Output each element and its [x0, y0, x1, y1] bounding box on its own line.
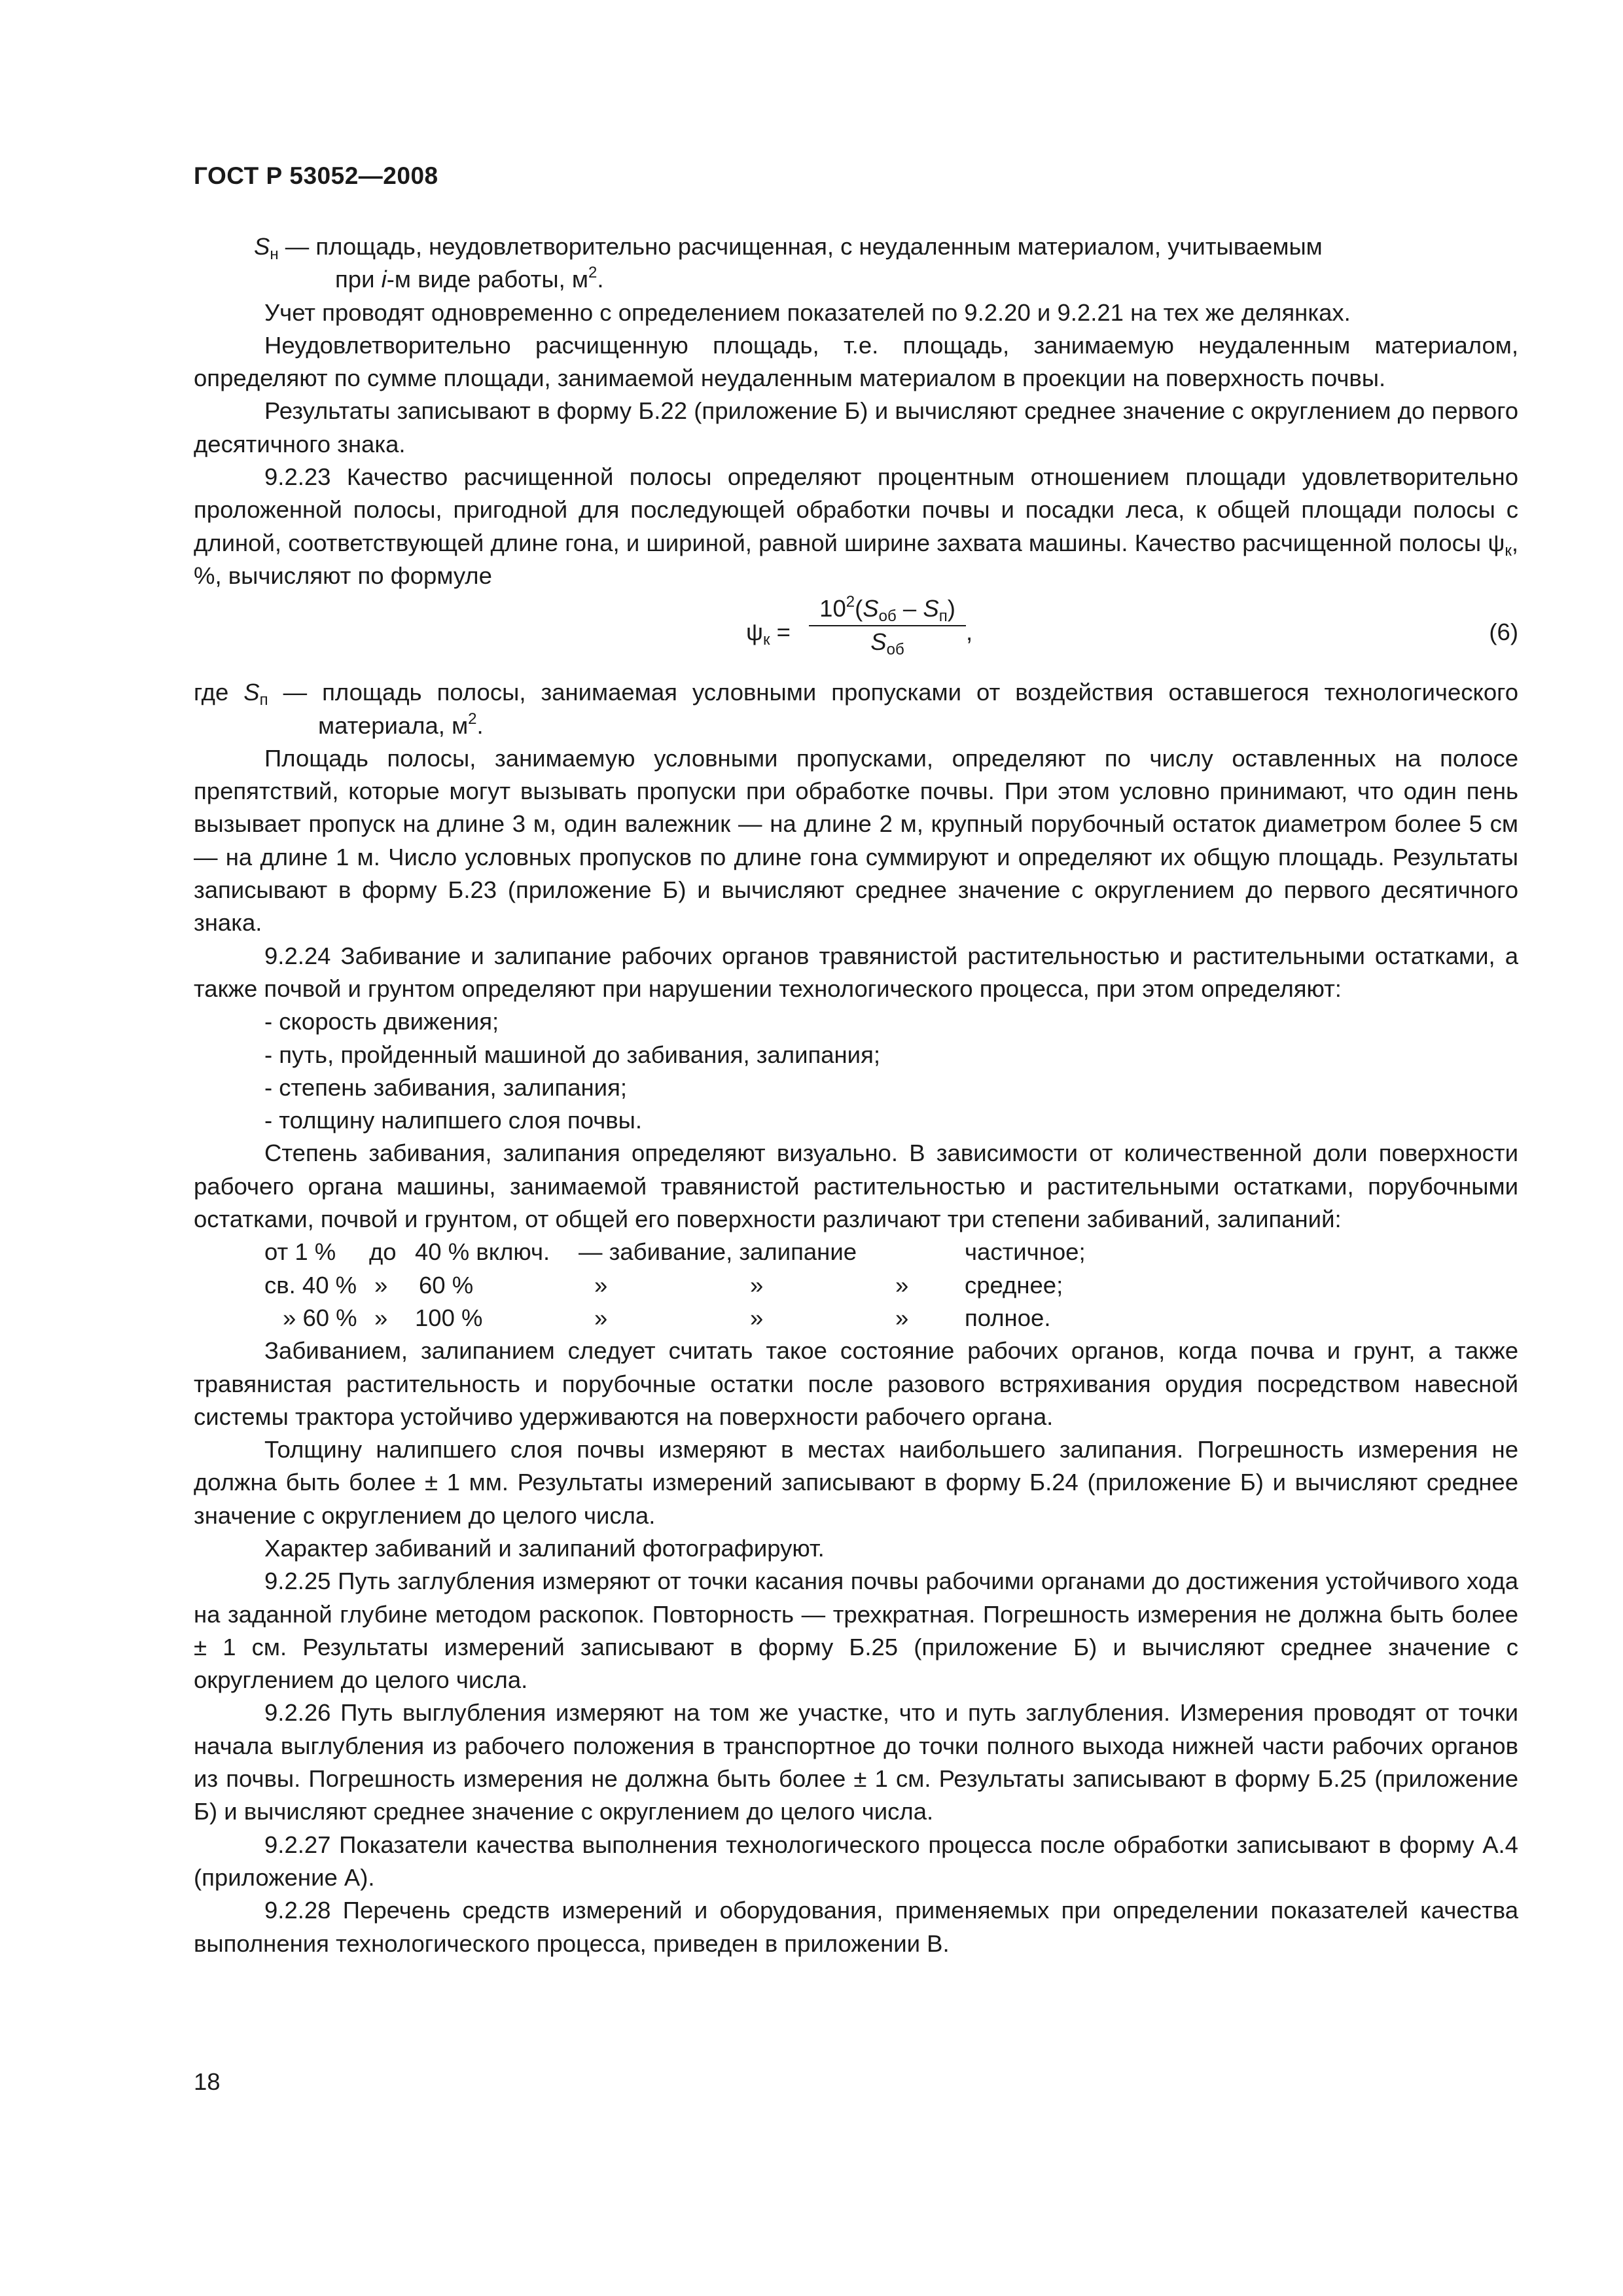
den-sub: об: [886, 641, 904, 659]
num-s-ob-sub: об: [878, 607, 897, 626]
degree-cell: св. 40 %: [264, 1271, 357, 1299]
degree-cell: »: [750, 1304, 764, 1331]
num-ten: 10: [819, 595, 846, 622]
where-pre: где: [194, 679, 244, 706]
formula-lhs: [746, 616, 791, 649]
formula-number: (6): [1489, 619, 1518, 646]
degree-cell: 60 %: [419, 1271, 474, 1299]
paragraph-thickness: Толщину налипшего слоя почвы измеряют в местах наибольшего залипания. Погрешность измерения не должна быть более ± 1 мм. Результаты измерений записывают в форму Б.24 (приложение Б) и вычисляют среднее значение с округлением до целого числа.: [194, 1436, 1518, 1529]
list-item: - толщину налипшего слоя почвы.: [264, 1107, 643, 1134]
num-minus: –: [896, 595, 923, 622]
num-s-ob: S: [863, 595, 879, 622]
degree-cell: »: [374, 1304, 388, 1331]
num-s-p: S: [923, 595, 939, 622]
section-9-2-23-text-end: , %, вычисляют по формуле: [194, 529, 1518, 589]
table-row: [264, 1269, 1086, 1302]
degree-cell: полное.: [965, 1304, 1051, 1331]
section-9-2-23: [194, 461, 1518, 592]
paragraph-skips: Площадь полосы, занимаемую условными пропусками, определяют по числу оставленных на полосе препятствий, которые могут вызывать пропуски при обработке почвы. При этом условно принимают, что один пень вызывает пропуск на длине 3 м, один валежник — на длине 2 м, крупный порубочный остаток диаметром более 5 см — на длине 1 м. Число условных пропусков по длине гона суммируют и определяют их общую площадь. Результаты записывают в форму Б.23 (приложение Б) и вычисляют среднее значение с округлением до первого десятичного знака.: [194, 744, 1518, 937]
num-close-paren: ): [947, 595, 955, 622]
document-header: ГОСТ Р 53052—2008: [194, 162, 438, 189]
degree-cell: среднее;: [965, 1271, 1063, 1299]
formula-comma: ,: [966, 619, 973, 646]
table-row: [264, 1236, 1086, 1268]
paragraph-accounting: Учет проводят одновременно с определением показателей по 9.2.20 и 9.2.21 на тех же делянках.: [264, 298, 1351, 326]
formula-equals: =: [770, 619, 791, 646]
num-s-p-sub: п: [938, 607, 948, 626]
formula-psi: ψ: [746, 619, 764, 646]
paragraph-degree: Степень забивания, залипания определяют визуально. В зависимости от количественной доли поверхности рабочего органа машины, занимаемой травянистой растительностью и растительными остатками, порубочными остатками, почвой и грунтом, от общей его поверхности различают три степени забиваний, залипаний:: [194, 1139, 1518, 1233]
degree-cell: »: [594, 1304, 608, 1331]
list-item: - степень забивания, залипания;: [264, 1073, 627, 1101]
document-body: [194, 230, 1518, 1960]
section-9-2-24: 9.2.24 Забивание и залипание рабочих органов травянистой растительностью и растительными остатками, а также почвой и грунтом определяют при нарушении технологического процесса, при этом определяют:: [194, 942, 1518, 1002]
where-end: .: [476, 711, 484, 739]
section-9-2-27: 9.2.27 Показатели качества выполнения технологического процесса после обработки записывают в форму А.4 (приложение А).: [194, 1831, 1518, 1891]
psi-subscript: к: [1505, 541, 1512, 560]
degree-cell: до: [369, 1238, 397, 1266]
sn-symbol: S: [254, 233, 270, 260]
where-s: S: [243, 679, 260, 706]
where-text: — площадь полосы, занимаемая условными пропусками от воздействия оставшегося технологического материала, м: [268, 679, 1518, 739]
formula-psi-sub: к: [763, 631, 770, 649]
list-item: - скорость движения;: [264, 1008, 499, 1035]
paragraph-photo: Характер забиваний и залипаний фотографируют.: [264, 1534, 825, 1562]
degree-cell: частичное;: [965, 1238, 1086, 1266]
sn-end: .: [597, 266, 604, 293]
section-9-2-28: 9.2.28 Перечень средств измерений и оборудования, применяемых при определении показателей качества выполнения технологического процесса, приведен в приложении В.: [194, 1897, 1518, 1957]
section-9-2-23-text: 9.2.23 Качество расчищенной полосы определяют процентным отношением площади удовлетворительно проложенной полосы, пригодной для последующей обработки почвы и посадки леса, к общей площади полосы с длиной, соответствующей длине гона, и шириной, равной ширине захвата машины. Качество расчищенной полосы: [194, 463, 1518, 556]
sn-definition: [194, 230, 1518, 296]
paragraph-results-b22: Результаты записывают в форму Б.22 (приложение Б) и вычисляют среднее значение с округлением до первого десятичного знака.: [194, 397, 1518, 457]
formula-6: [194, 594, 1518, 672]
num-open-paren: (: [855, 595, 863, 622]
formula-numerator: [809, 594, 966, 626]
degree-cell: »: [895, 1304, 909, 1331]
where-sp-definition: [194, 676, 1518, 742]
den-s: S: [870, 628, 887, 656]
psi-symbol: ψ: [1488, 529, 1505, 556]
formula-fraction: [809, 594, 966, 658]
degree-cell: 100 %: [415, 1304, 483, 1331]
sn-subscript: н: [270, 245, 279, 263]
sn-sup: 2: [588, 264, 597, 282]
where-sup: 2: [468, 709, 477, 728]
table-row: [264, 1302, 1086, 1335]
paragraph-unsatisfactory-area: Неудовлетворительно расчищенную площадь, т.е. площадь, занимаемую неудаленным материалом, определяют по сумме площади, занимаемой неудаленным материалом в проекции на поверхность почвы.: [194, 331, 1518, 392]
list-item: - путь, пройденный машиной до забивания, залипания;: [264, 1041, 880, 1068]
section-9-2-25: 9.2.25 Путь заглубления измеряют от точки касания почвы рабочими органами до достижения устойчивого хода на заданной глубине методом раскопок. Повторность — трехкратная. Погрешность измерения не должна быть более ± 1 см. Результаты измерений записывают в форму Б.25 (приложение Б) и вычисляют среднее значение с округлением до целого числа.: [194, 1568, 1518, 1694]
degree-cell: 40 % включ.: [415, 1238, 550, 1266]
degree-cell: »: [895, 1271, 909, 1299]
degree-cell: »: [594, 1271, 608, 1299]
degree-cell: — забивание, залипание: [579, 1238, 857, 1266]
degrees-table: [264, 1236, 1086, 1335]
sn-line2-pre: при: [335, 266, 382, 293]
paragraph-definition: Забиванием, залипанием следует считать такое состояние рабочих органов, когда почва и грунт, а также травянистая растительность и порубочные остатки после разового встряхивания орудия посредством навесной системы трактора устойчиво удерживаются на поверхности рабочего органа.: [194, 1337, 1518, 1430]
degree-cell: от 1 %: [264, 1238, 336, 1266]
degree-cell: » 60 %: [283, 1304, 357, 1331]
sn-line2-i: i: [381, 266, 387, 293]
section-9-2-26: 9.2.26 Путь выглубления измеряют на том же участке, что и путь заглубления. Измерения проводят от точки начала выглубления из рабочего положения в транспортное до точки полного выхода нижней части рабочих органов из почвы. Погрешность измерения не должна быть более ± 1 см. Результаты записывают в форму Б.25 (приложение Б) и вычисляют среднее значение с округлением до целого числа.: [194, 1699, 1518, 1825]
degree-cell: »: [374, 1271, 388, 1299]
where-sub: п: [259, 691, 268, 709]
degree-cell: »: [750, 1271, 764, 1299]
sn-line1: — площадь, неудовлетворительно расчищенная, с неудаленным материалом, учитываемым: [278, 233, 1323, 260]
formula-denominator: [809, 626, 966, 658]
page-number: 18: [194, 2068, 221, 2095]
num-sup: 2: [846, 593, 855, 611]
sn-line2-post: -м виде работы, м: [386, 266, 588, 293]
